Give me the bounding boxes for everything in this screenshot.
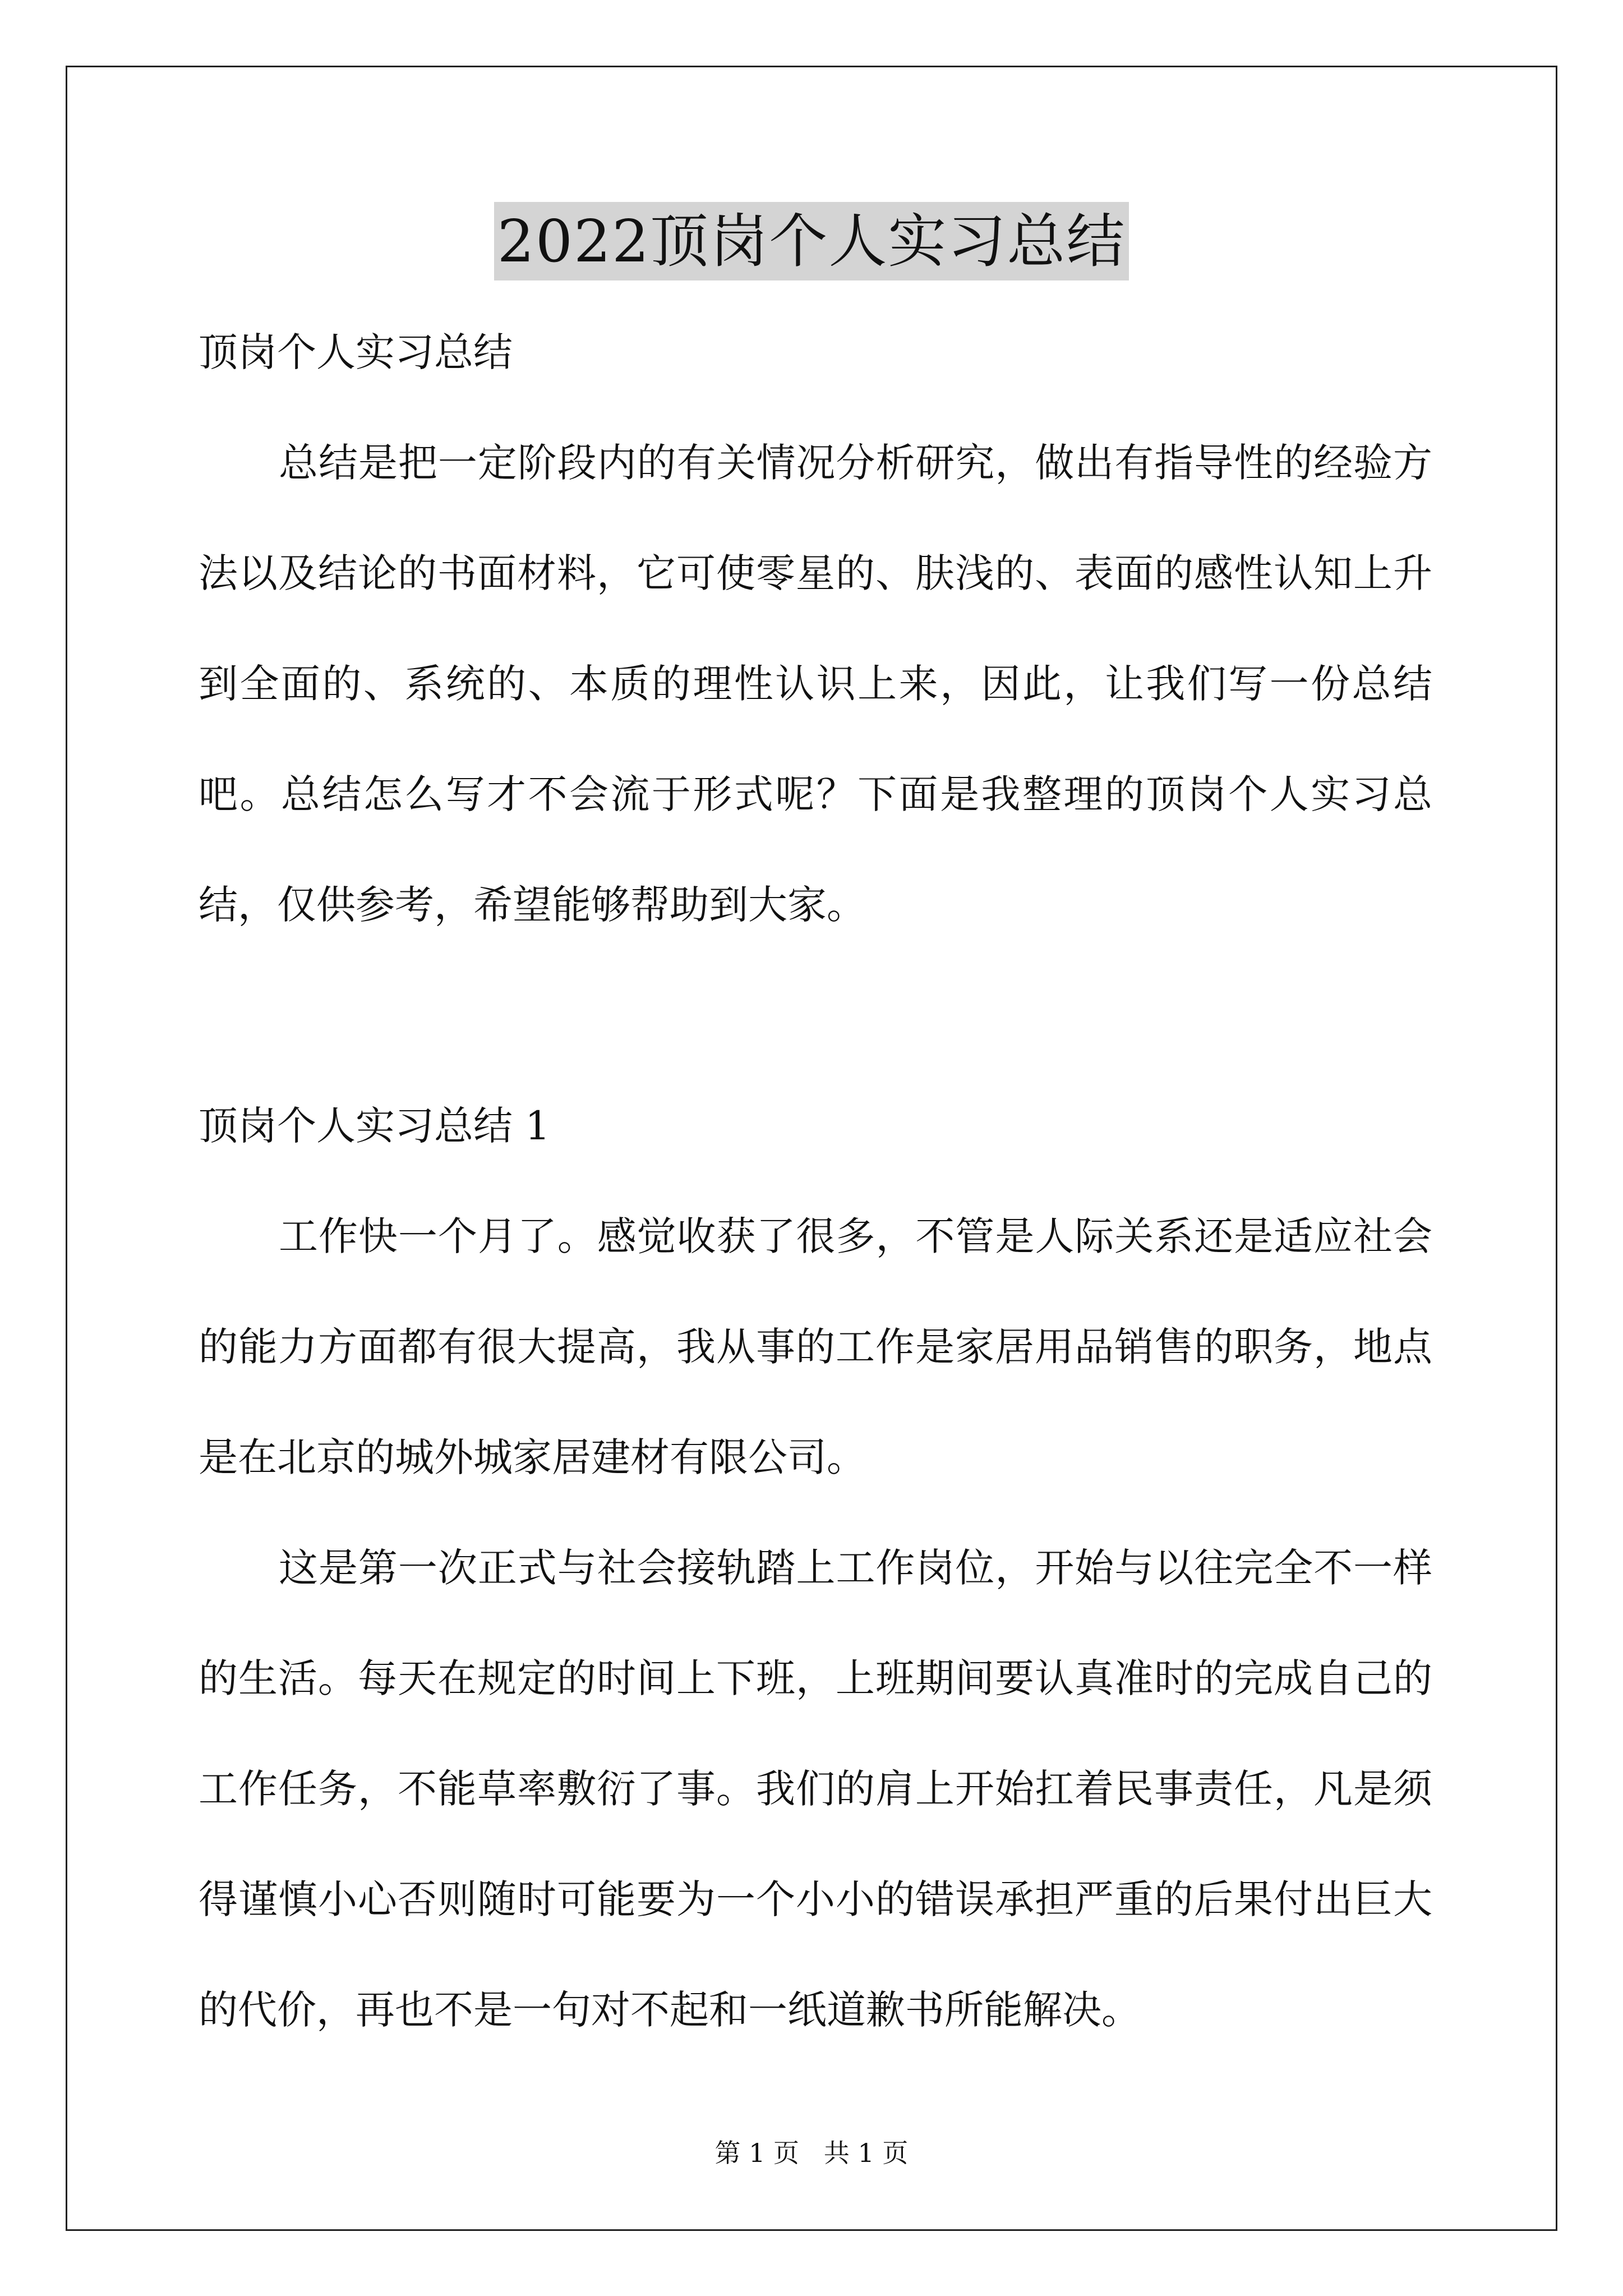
section1-heading: 顶岗个人实习总结 1: [199, 1103, 550, 1149]
section1-paragraph-2: 这是第一次正式与社会接轨踏上工作岗位，开始与以往完全不一样的生活。每天在规定的时间上下班，上班期间要认真准时的完成自己的工作任务，不能草率敷衍了事。我们的肩上开始扛着民事责任，凡是须得谨慎小心否则随时可能要为一个小小的错误承担严重的后果付出巨大的代价，再也不是一句对不起和一纸道歉书所能解决。: [199, 1545, 1432, 2033]
document-title: 2022顶岗个人实习总结: [494, 202, 1129, 280]
intro-heading: 顶岗个人实习总结: [199, 329, 513, 375]
title-container: [0, 202, 1623, 280]
page-footer: 第 1 页 共 1 页: [714, 2138, 909, 2168]
document-body: [199, 297, 1432, 2065]
intro-paragraph: 总结是把一定阶段内的有关情况分析研究，做出有指导性的经验方法以及结论的书面材料，它可使零星的、肤浅的、表面的感性认知上升到全面的、系统的、本质的理性认识上来，因此，让我们写一份总结吧。总结怎么写才不会流于形式呢？下面是我整理的顶岗个人实习总结，仅供参考，希望能够帮助到大家。: [199, 440, 1432, 928]
section1-paragraph-1: 工作快一个月了。感觉收获了很多，不管是人际关系还是适应社会的能力方面都有很大提高，我从事的工作是家居用品销售的职务，地点是在北京的城外城家居建材有限公司。: [199, 1213, 1432, 1480]
section-spacer: [199, 960, 1432, 1071]
